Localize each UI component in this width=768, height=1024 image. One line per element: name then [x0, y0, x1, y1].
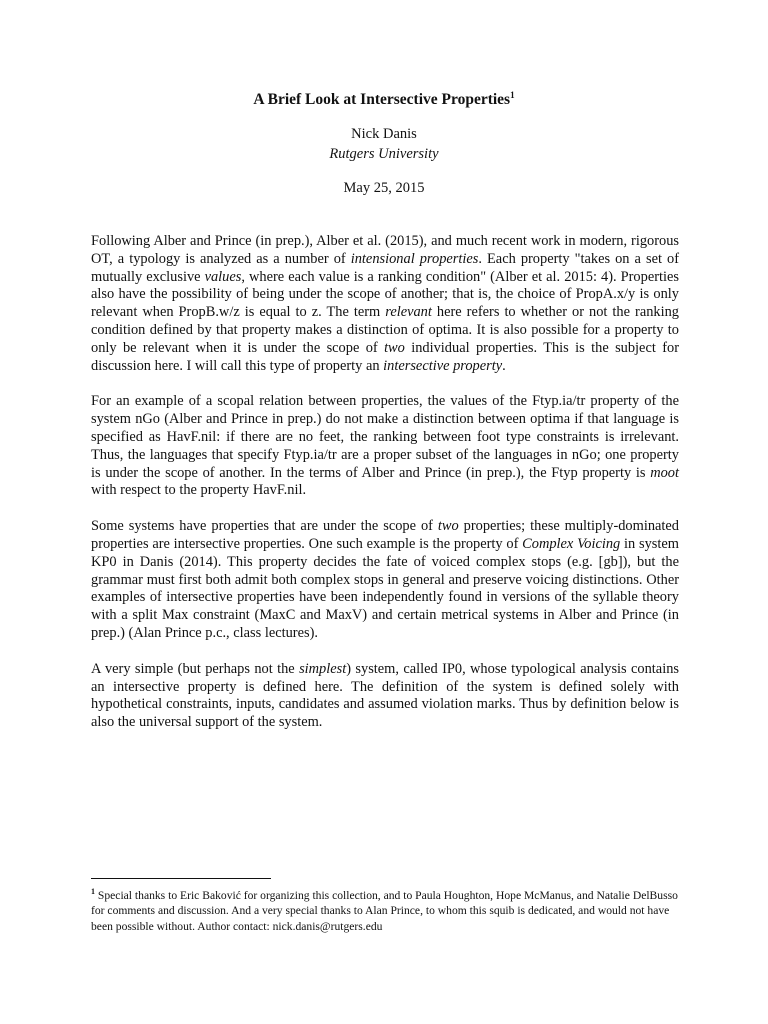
p3-emph-complex-voicing: Complex Voicing	[522, 535, 621, 552]
p1-text: .	[502, 357, 506, 374]
p2-text: with respect to the property HavF.nil.	[91, 482, 307, 499]
paper-title	[0, 90, 768, 109]
p4-emph-simplest: simplest	[299, 660, 347, 677]
p4-text: ) system, called IP0, whose typological analysis contains an intersective property is defined here. The definition of the system is defined solely with hypothetical constraints, inputs, candidates and assumed violation marks. Thus by definition below is also the universal support of the system.	[91, 660, 679, 731]
p3-text: properties; these multiply-dominated properties are intersective properties. One such example is the property of	[91, 518, 679, 552]
p3-text: Some systems have properties that are under the scope of	[91, 518, 438, 535]
paper-date: May 25, 2015	[343, 180, 425, 196]
p4-text: A very simple (but perhaps not the	[91, 660, 300, 677]
p3-emph-two: two	[437, 518, 459, 535]
p3-text: in system KP0 in Danis (2014). This property decides the fate of voiced complex stops (e.g. [gb]), but the grammar must first both admit both complex stops in general and preserve voicing distinctions. Other examples of intersective properties have been independently found in versions of the syllable theory with a split Max constraint (MaxC and MaxV) and certain metrical systems in Alber and Prince (in prep.) (Alan Prince p.c., class lectures).	[91, 535, 679, 641]
p1-text: individual properties. This is the subject for discussion here. I will call this type of property an	[91, 339, 679, 374]
paragraph-2	[91, 393, 679, 500]
p1-text: Following Alber and Prince (in prep.), Alber et al. (2015), and much recent work in modern, rigorous OT, a typology is analyzed as a number of	[91, 233, 679, 267]
paragraph-4	[91, 661, 679, 732]
footnote-text: Special thanks to Eric Baković for organizing this collection, and to Paula Houghton, Hope McManus, and Natalie DelBusso for comments and discussion. And a very special thanks to Alan Prince, to whom this squib is dedicated, and would not have been possible without. Author contact: nick.danis@rutgers.edu	[91, 888, 678, 933]
p2-text: For an example of a scopal relation between properties, the values of the Ftyp.ia/tr property of the system nGo (Alber and Prince in prep.) do not make a distinction between optima if that language is specified as HavF.nil: if there are no feet, the ranking between foot type constraints is irrelevant. Thus, the languages that specify Ftyp.ia/tr are a proper subset of the languages in nGo; one property is under the scope of another. In the terms of Alber and Prince (in prep.), the Ftyp property is	[91, 393, 679, 481]
author-affiliation: Rutgers University	[329, 146, 439, 162]
footnote-divider	[91, 878, 271, 879]
author-name: Nick Danis	[351, 126, 417, 142]
p1-emph-two: two	[384, 339, 405, 356]
p2-emph-moot: moot	[650, 464, 679, 481]
p1-emph-intersective: intersective property	[383, 357, 503, 374]
p1-text: . Each property "takes on a set of mutually exclusive	[91, 250, 679, 285]
p1-emph-intensional: intensional properties	[350, 250, 479, 267]
title-footnote-mark[interactable]: 1	[510, 90, 515, 100]
footnote	[91, 884, 679, 934]
p1-emph-relevant: relevant	[385, 304, 432, 321]
paper-body	[91, 233, 679, 750]
title-text: A Brief Look at Intersective Properties	[253, 91, 511, 109]
footnote-mark: 1	[91, 887, 95, 896]
p1-emph-values: values	[204, 268, 242, 285]
paragraph-1	[91, 233, 679, 375]
paragraph-3	[91, 518, 679, 643]
p1-text: , where each value is a ranking condition" (Alber et al. 2015: 4). Properties also have the possibility of being under the scope of another; that is, the choice of PropA.x/y is only relevant when PropB.w/z is equal to z. The term	[91, 268, 679, 321]
p1-text: here refers to whether or not the ranking condition defined by that property makes a distinction of optima. It is also possible for a property to only be relevant when it is under the scope of	[91, 304, 679, 356]
